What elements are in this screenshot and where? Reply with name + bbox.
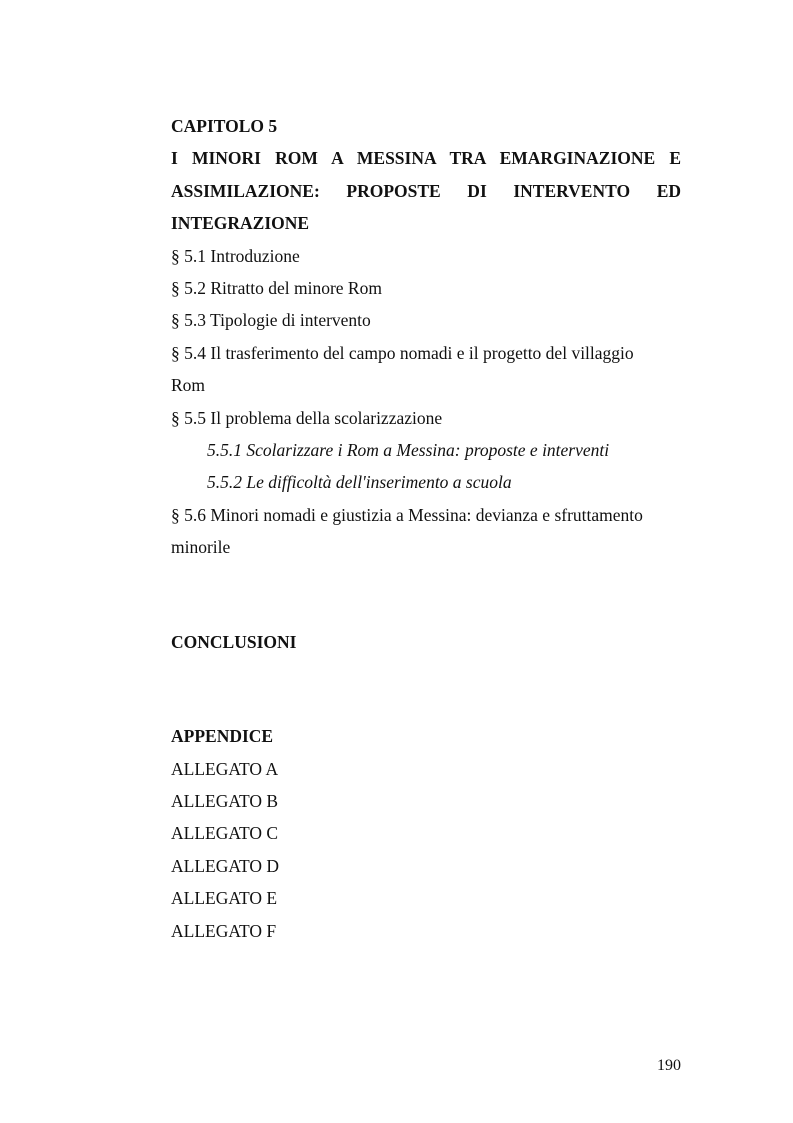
chapter-label: CAPITOLO 5 bbox=[171, 116, 278, 136]
conclusions-heading: CONCLUSIONI bbox=[171, 631, 297, 652]
appendix-item: ALLEGATO E bbox=[171, 888, 278, 909]
appendix-item: ALLEGATO D bbox=[171, 855, 280, 876]
toc-entry-5-4: § 5.4 Il trasferimento del campo nomadi e il progetto del villaggio bbox=[171, 342, 634, 363]
appendix-item: ALLEGATO A bbox=[171, 758, 279, 779]
table-of-contents bbox=[171, 110, 681, 947]
chapter-title-line: INTEGRAZIONE bbox=[171, 213, 310, 234]
chapter-title-line: I MINORI ROM A MESSINA TRA EMARGINAZIONE E bbox=[171, 148, 681, 169]
appendix-item: ALLEGATO B bbox=[171, 790, 279, 811]
appendix-item: ALLEGATO C bbox=[171, 823, 279, 844]
toc-entry-5-2: § 5.2 Ritratto del minore Rom bbox=[171, 278, 382, 299]
appendix-item: ALLEGATO F bbox=[171, 920, 277, 941]
toc-entry-5-1: § 5.1 Introduzione bbox=[171, 245, 300, 266]
spacer bbox=[171, 658, 681, 720]
page-number: 190 bbox=[657, 1057, 681, 1074]
toc-entry-5-5: § 5.5 Il problema della scolarizzazione bbox=[171, 407, 443, 428]
toc-entry-5-6: § 5.6 Minori nomadi e giustizia a Messina: devianza e sfruttamento bbox=[171, 504, 643, 525]
appendix-heading: APPENDICE bbox=[171, 726, 274, 747]
chapter-title-line: ASSIMILAZIONE: PROPOSTE DI INTERVENTO ED bbox=[171, 180, 681, 201]
toc-subentry-5-5-2: 5.5.2 Le difficoltà dell'inserimento a scuola bbox=[207, 472, 512, 493]
toc-entry-5-3: § 5.3 Tipologie di intervento bbox=[171, 310, 371, 331]
toc-subentry-5-5-1: 5.5.1 Scolarizzare i Rom a Messina: proposte e interventi bbox=[207, 440, 610, 461]
spacer bbox=[171, 564, 681, 626]
toc-entry-5-4-continued: Rom bbox=[171, 375, 206, 396]
toc-entry-5-6-continued: minorile bbox=[171, 537, 231, 558]
